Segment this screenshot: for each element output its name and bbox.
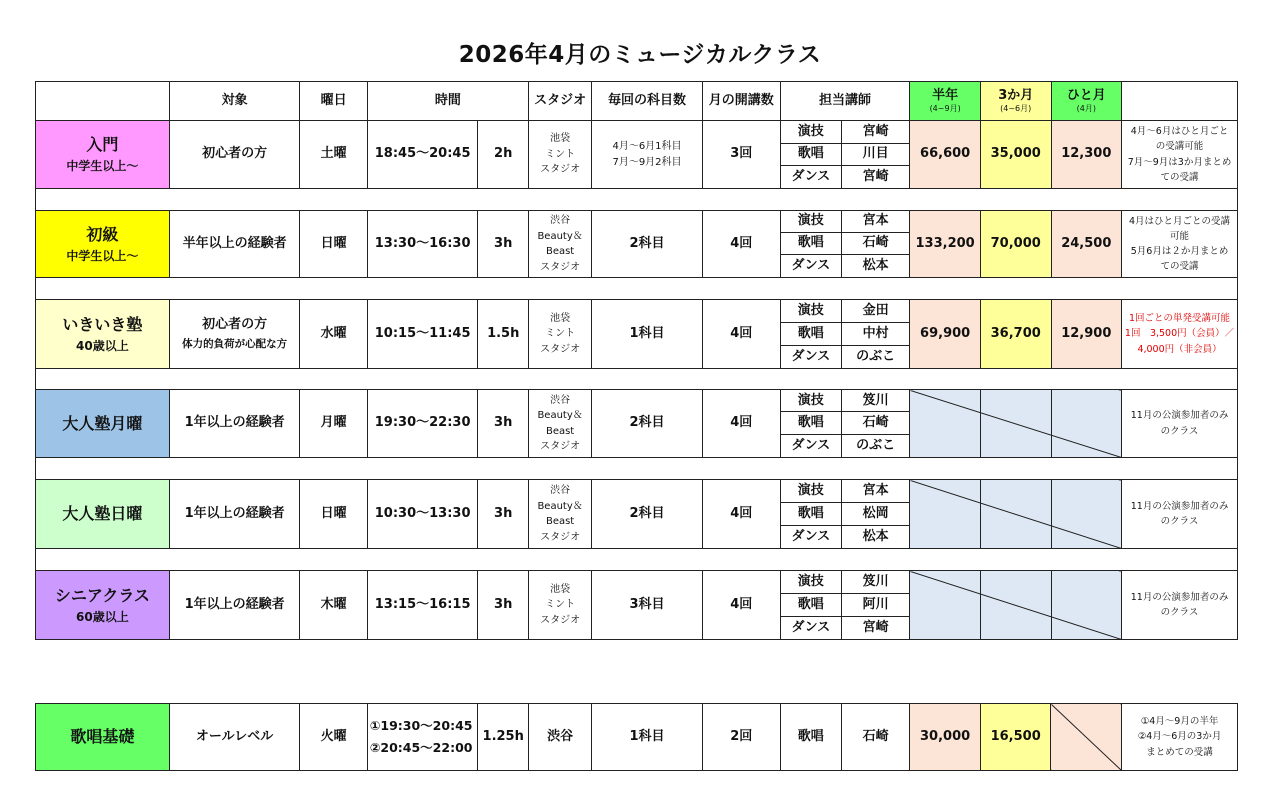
teacher-dance: 宮崎: [841, 166, 909, 189]
class-hours: 1.5h: [478, 300, 529, 369]
teacher-acting: 金田: [841, 300, 909, 323]
class-time: ①19:30～20:45 ②20:45～22:00: [367, 704, 478, 771]
teacher-singing: 松岡: [841, 503, 909, 525]
class-time: 10:30～13:30: [367, 480, 478, 549]
teacher-singing: 石崎: [841, 704, 909, 771]
vocal-basics-table: [35, 703, 1238, 771]
subject-acting: 演技: [780, 390, 841, 412]
teacher-dance: のぶこ: [841, 434, 909, 457]
class-target: 初心者の方: [169, 121, 300, 189]
price-half-year: 66,600: [910, 121, 981, 189]
subject-singing: 歌唱: [780, 412, 841, 434]
class-row: [36, 571, 1238, 594]
class-day: 日曜: [300, 480, 367, 549]
subject-acting: 演技: [780, 211, 841, 233]
class-day: 火曜: [300, 704, 367, 771]
header-target: 対象: [169, 82, 300, 121]
header-subjects: 毎回の科目数: [592, 82, 703, 121]
class-day: 木曜: [300, 571, 367, 640]
price-one-month: 12,300: [1051, 121, 1122, 189]
class-studio: 池袋 ミント スタジオ: [529, 121, 592, 189]
class-day: 日曜: [300, 211, 367, 278]
price-unavailable: [910, 571, 1122, 640]
price-one-month: 24,500: [1051, 211, 1122, 278]
class-note: 1回ごとの単発受講可能 1回 3,500円（会員）／ 4,000円（非会員）: [1122, 300, 1238, 369]
teacher-dance: 松本: [841, 525, 909, 548]
header-instructors: 担当講師: [780, 82, 910, 121]
teacher-dance: のぶこ: [841, 346, 909, 369]
class-time: 19:30～22:30: [367, 390, 478, 458]
class-target: 半年以上の経験者: [169, 211, 300, 278]
class-subjects: 2科目: [592, 480, 703, 549]
schedule-table: [35, 81, 1238, 640]
subject-singing: 歌唱: [780, 323, 841, 346]
class-note: 11月の公演参加者のみ のクラス: [1122, 480, 1238, 549]
class-name-ikiiki: いきいき塾 40歳以上: [36, 300, 170, 369]
class-time: 13:15～16:15: [367, 571, 478, 640]
class-time: 13:30～16:30: [367, 211, 478, 278]
class-subjects: 4月～6月1科目 7月～9月2科目: [592, 121, 703, 189]
class-sessions: 3回: [702, 121, 780, 189]
class-row: [36, 300, 1238, 323]
price-one-month: 12,900: [1051, 300, 1122, 369]
class-time: 18:45～20:45: [367, 121, 478, 189]
subject-acting: 演技: [780, 480, 841, 503]
header-row: [36, 82, 1238, 121]
spacer-row: [36, 278, 1238, 300]
class-row: [36, 390, 1238, 412]
class-sessions: 4回: [702, 390, 780, 458]
class-day: 土曜: [300, 121, 367, 189]
spacer-row: [36, 458, 1238, 480]
price-unavailable: [910, 390, 1122, 458]
class-note: 4月～6月はひと月ごと の受講可能 7月～9月は3か月まとめ ての受講: [1122, 121, 1238, 189]
subject-acting: 演技: [780, 121, 841, 144]
class-target: オールレベル: [169, 704, 300, 771]
class-note: 11月の公演参加者のみ のクラス: [1122, 571, 1238, 640]
class-studio: 渋谷 Beauty＆ Beast スタジオ: [529, 390, 592, 458]
class-name-otona-sunday: 大人塾日曜: [36, 480, 170, 549]
class-row: [36, 211, 1238, 233]
class-subjects: 2科目: [592, 211, 703, 278]
class-name-senior: シニアクラス 60歳以上: [36, 571, 170, 640]
class-studio: 渋谷: [528, 704, 591, 771]
price-half-year: 69,900: [910, 300, 981, 369]
subject-dance: ダンス: [780, 346, 841, 369]
spacer-row: [36, 189, 1238, 211]
class-subjects: 2科目: [592, 390, 703, 458]
subject-dance: ダンス: [780, 434, 841, 457]
class-name-otona-monday: 大人塾月曜: [36, 390, 170, 458]
price-half-year: 30,000: [910, 704, 981, 771]
subject-singing: 歌唱: [780, 233, 841, 255]
class-studio: 池袋 ミント スタジオ: [529, 571, 592, 640]
header-one-month: ひと月 (4月): [1051, 82, 1122, 121]
price-three-months: 70,000: [980, 211, 1051, 278]
teacher-dance: 宮崎: [841, 616, 909, 639]
header-day: 曜日: [300, 82, 367, 121]
class-studio: 渋谷 Beauty＆ Beast スタジオ: [529, 211, 592, 278]
class-note: 11月の公演参加者のみ のクラス: [1122, 390, 1238, 458]
header-half-year: 半年 (4~9月): [910, 82, 981, 121]
class-sessions: 2回: [702, 704, 780, 771]
class-hours: 2h: [478, 121, 529, 189]
class-hours: 1.25h: [478, 704, 529, 771]
class-hours: 3h: [478, 390, 529, 458]
price-one-month-unavailable: [1051, 704, 1122, 771]
subject-acting: 演技: [780, 300, 841, 323]
spacer-row: [36, 549, 1238, 571]
header-three-months: 3か月 (4~6月): [980, 82, 1051, 121]
teacher-singing: 川目: [841, 144, 909, 166]
teacher-dance: 松本: [841, 255, 909, 278]
teacher-singing: 石崎: [841, 412, 909, 434]
class-sessions: 4回: [702, 480, 780, 549]
class-studio: 池袋 ミント スタジオ: [529, 300, 592, 369]
price-half-year: 133,200: [910, 211, 981, 278]
class-subjects: 3科目: [592, 571, 703, 640]
class-note: 4月はひと月ごとの受講 可能 5月6月は２か月まとめ ての受講: [1122, 211, 1238, 278]
price-three-months: 36,700: [980, 300, 1051, 369]
class-name-nyumon: 入門 中学生以上～: [36, 121, 170, 189]
price-unavailable: [910, 480, 1122, 549]
header-time: 時間: [367, 82, 528, 121]
teacher-singing: 中村: [841, 323, 909, 346]
price-three-months: 16,500: [980, 704, 1051, 771]
teacher-acting: 笈川: [841, 390, 909, 412]
teacher-acting: 宮崎: [841, 121, 909, 144]
class-hours: 3h: [478, 480, 529, 549]
class-day: 水曜: [300, 300, 367, 369]
teacher-acting: 宮本: [841, 480, 909, 503]
class-day: 月曜: [300, 390, 367, 458]
price-three-months: 35,000: [980, 121, 1051, 189]
teacher-singing: 阿川: [841, 594, 909, 616]
header-blank: [36, 82, 170, 121]
subject-singing: 歌唱: [780, 704, 841, 771]
class-name-shokyu: 初級 中学生以上～: [36, 211, 170, 278]
teacher-acting: 宮本: [841, 211, 909, 233]
header-sessions: 月の開講数: [702, 82, 780, 121]
spacer-row: [36, 369, 1238, 390]
class-row: [36, 480, 1238, 503]
subject-singing: 歌唱: [780, 594, 841, 616]
header-notes: [1122, 82, 1238, 121]
class-row: [36, 121, 1238, 144]
teacher-acting: 笈川: [841, 571, 909, 594]
class-studio: 渋谷 Beauty＆ Beast スタジオ: [529, 480, 592, 549]
subject-acting: 演技: [780, 571, 841, 594]
class-hours: 3h: [478, 211, 529, 278]
subject-dance: ダンス: [780, 255, 841, 278]
subject-singing: 歌唱: [780, 503, 841, 525]
page-title: 2026年4月のミュージカルクラス: [458, 42, 822, 68]
subject-dance: ダンス: [780, 616, 841, 639]
subject-singing: 歌唱: [780, 144, 841, 166]
class-target: 1年以上の経験者: [169, 390, 300, 458]
class-note: ①4月～9月の半年 ②4月～6月の3か月 まとめての受講: [1122, 704, 1238, 771]
class-target: 初心者の方 体力的負荷が心配な方: [169, 300, 300, 369]
class-sessions: 4回: [702, 300, 780, 369]
subject-dance: ダンス: [780, 525, 841, 548]
class-target: 1年以上の経験者: [169, 480, 300, 549]
teacher-singing: 石崎: [841, 233, 909, 255]
class-sessions: 4回: [702, 571, 780, 640]
class-row: [36, 704, 1238, 771]
class-subjects: 1科目: [592, 704, 703, 771]
header-studio: スタジオ: [529, 82, 592, 121]
subject-dance: ダンス: [780, 166, 841, 189]
class-hours: 3h: [478, 571, 529, 640]
class-target: 1年以上の経験者: [169, 571, 300, 640]
class-subjects: 1科目: [592, 300, 703, 369]
class-sessions: 4回: [702, 211, 780, 278]
class-time: 10:15～11:45: [367, 300, 478, 369]
class-name-vocal-basics: 歌唱基礎: [36, 704, 170, 771]
